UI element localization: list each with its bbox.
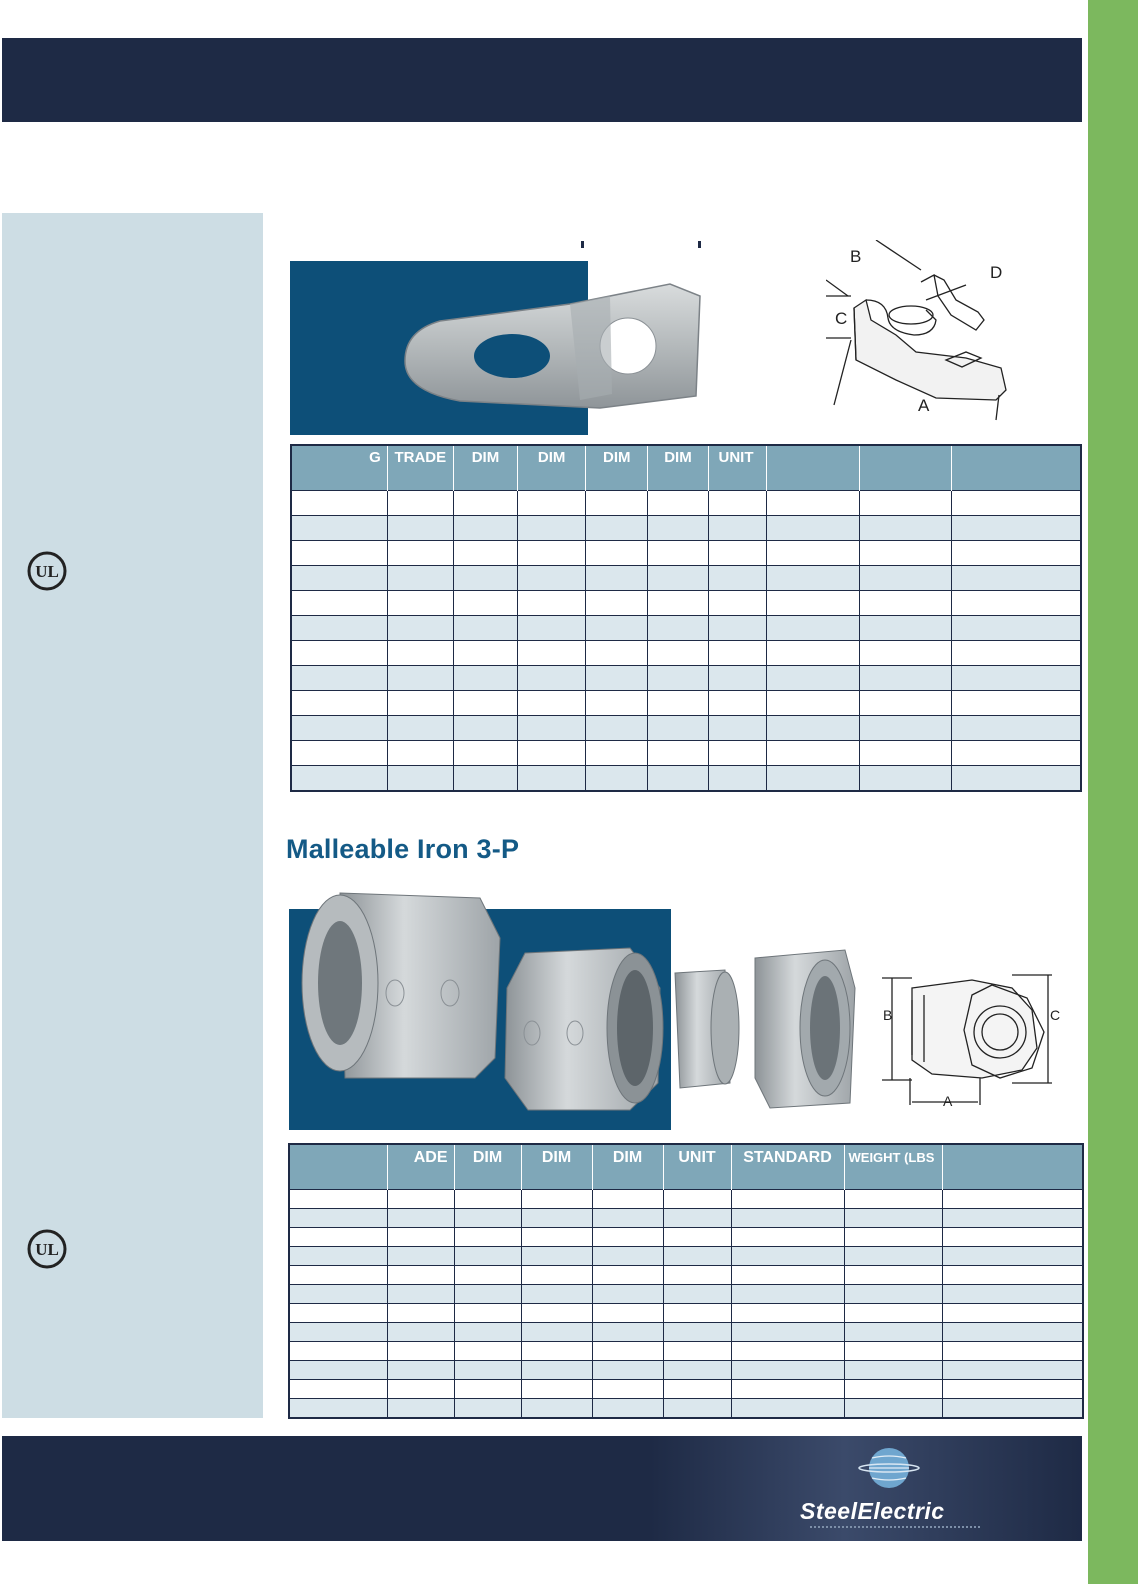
table-cell — [648, 666, 708, 691]
table-row — [291, 641, 1081, 666]
table-cell — [731, 1247, 844, 1266]
table-row — [289, 1361, 1083, 1380]
table-cell — [766, 691, 859, 716]
table-cell — [454, 1247, 521, 1266]
table-cell — [387, 591, 453, 616]
table-cell — [586, 641, 648, 666]
table-cell — [454, 1399, 521, 1419]
table-cell — [731, 1285, 844, 1304]
table-cell — [942, 1285, 1083, 1304]
table-cell — [521, 1228, 592, 1247]
table-cell — [454, 1380, 521, 1399]
table-row — [291, 691, 1081, 716]
column-header: DIM — [648, 445, 708, 491]
column-header — [859, 445, 951, 491]
table-cell — [731, 1323, 844, 1342]
table-cell — [766, 491, 859, 516]
table-cell — [766, 641, 859, 666]
table-cell — [766, 716, 859, 741]
three-piece-coupling-dimension-diagram — [872, 970, 1062, 1120]
table-cell — [387, 716, 453, 741]
table-cell — [942, 1209, 1083, 1228]
table-cell — [291, 566, 387, 591]
table-cell — [859, 766, 951, 792]
table-cell — [521, 1399, 592, 1419]
table-cell — [942, 1380, 1083, 1399]
table-row — [289, 1380, 1083, 1399]
table-cell — [387, 1304, 454, 1323]
table-cell — [518, 541, 586, 566]
table-cell — [731, 1266, 844, 1285]
table-cell — [663, 1190, 731, 1209]
title-fragment-mark — [698, 241, 701, 248]
table-cell — [942, 1304, 1083, 1323]
table-cell — [387, 1247, 454, 1266]
table-cell — [291, 616, 387, 641]
table-cell — [859, 516, 951, 541]
table-row — [291, 591, 1081, 616]
table-cell — [518, 591, 586, 616]
column-header: G — [291, 445, 387, 491]
table-cell — [453, 516, 517, 541]
table-cell — [663, 1380, 731, 1399]
table-cell — [942, 1361, 1083, 1380]
table-cell — [518, 666, 586, 691]
table-cell — [387, 1228, 454, 1247]
table-cell — [453, 566, 517, 591]
table-cell — [708, 491, 766, 516]
table-row — [291, 516, 1081, 541]
table-cell — [387, 1285, 454, 1304]
table-cell — [942, 1323, 1083, 1342]
table-cell — [952, 741, 1081, 766]
table-cell — [708, 566, 766, 591]
table-cell — [586, 566, 648, 591]
table-cell — [952, 691, 1081, 716]
three-piece-coupling-spec-table — [288, 1143, 1084, 1419]
table-cell — [648, 766, 708, 792]
title-fragment-mark — [581, 241, 584, 248]
table-cell — [708, 741, 766, 766]
table-cell — [387, 641, 453, 666]
table-cell — [518, 566, 586, 591]
table-cell — [454, 1304, 521, 1323]
table-cell — [766, 766, 859, 792]
table-cell — [952, 616, 1081, 641]
table-cell — [766, 616, 859, 641]
column-header — [289, 1144, 387, 1190]
table-cell — [521, 1266, 592, 1285]
clamp-back-spec-table — [290, 444, 1082, 792]
column-header: DIM — [453, 445, 517, 491]
table-cell — [454, 1285, 521, 1304]
table-cell — [708, 541, 766, 566]
table-cell — [592, 1361, 663, 1380]
svg-text:UL: UL — [35, 562, 59, 581]
table-cell — [387, 516, 453, 541]
brand-tagline-dots — [810, 1526, 980, 1530]
table-cell — [387, 1399, 454, 1419]
table-cell — [521, 1342, 592, 1361]
dimension-label-a: A — [918, 396, 930, 415]
table-cell — [663, 1228, 731, 1247]
table-cell — [844, 1323, 942, 1342]
table-cell — [942, 1342, 1083, 1361]
table-cell — [844, 1266, 942, 1285]
table-cell — [518, 516, 586, 541]
table-cell — [844, 1209, 942, 1228]
table-cell — [952, 641, 1081, 666]
table-cell — [648, 691, 708, 716]
table-cell — [844, 1285, 942, 1304]
table-cell — [859, 616, 951, 641]
table-row — [291, 666, 1081, 691]
table-cell — [586, 541, 648, 566]
table-cell — [454, 1323, 521, 1342]
table-cell — [289, 1228, 387, 1247]
table-cell — [518, 741, 586, 766]
table-cell — [942, 1190, 1083, 1209]
table-cell — [663, 1342, 731, 1361]
table-row — [291, 716, 1081, 741]
table-cell — [663, 1399, 731, 1419]
table-cell — [289, 1247, 387, 1266]
table-cell — [859, 591, 951, 616]
table-row — [289, 1209, 1083, 1228]
table-cell — [518, 491, 586, 516]
table-cell — [387, 691, 453, 716]
table-cell — [518, 716, 586, 741]
table-cell — [387, 766, 453, 792]
table-cell — [663, 1266, 731, 1285]
table-cell — [766, 566, 859, 591]
table-cell — [291, 516, 387, 541]
column-header: UNIT — [663, 1144, 731, 1190]
column-header: STANDARD — [731, 1144, 844, 1190]
table-cell — [844, 1228, 942, 1247]
table-cell — [952, 591, 1081, 616]
table-cell — [859, 666, 951, 691]
table-cell — [387, 1266, 454, 1285]
table-row — [289, 1285, 1083, 1304]
globe-logo-icon — [858, 1446, 920, 1490]
table-cell — [291, 766, 387, 792]
table-row — [289, 1342, 1083, 1361]
table-cell — [592, 1342, 663, 1361]
table-cell — [586, 516, 648, 541]
table-cell — [518, 691, 586, 716]
table-cell — [663, 1304, 731, 1323]
column-header: DIM — [592, 1144, 663, 1190]
table-cell — [289, 1266, 387, 1285]
table-cell — [453, 716, 517, 741]
table-cell — [708, 716, 766, 741]
table-cell — [592, 1323, 663, 1342]
table-cell — [387, 1209, 454, 1228]
dimension-label-d: D — [990, 263, 1003, 282]
dimension-label-b: B — [883, 1007, 893, 1023]
table-cell — [387, 1323, 454, 1342]
column-header: TRADE — [387, 445, 453, 491]
column-header: UNIT — [708, 445, 766, 491]
three-piece-coupling-product-photo — [300, 878, 893, 1128]
table-cell — [291, 591, 387, 616]
table-cell — [766, 591, 859, 616]
table-cell — [289, 1209, 387, 1228]
table-cell — [586, 591, 648, 616]
table-cell — [648, 541, 708, 566]
table-cell — [648, 741, 708, 766]
table-cell — [521, 1323, 592, 1342]
table-cell — [453, 541, 517, 566]
table-cell — [453, 766, 517, 792]
table-cell — [663, 1285, 731, 1304]
table-cell — [766, 516, 859, 541]
table-row — [291, 766, 1081, 792]
table-cell — [592, 1304, 663, 1323]
table-cell — [708, 666, 766, 691]
clamp-back-product-photo — [400, 276, 720, 426]
column-header — [952, 445, 1081, 491]
table-row — [291, 741, 1081, 766]
column-header: DIM — [454, 1144, 521, 1190]
table-row — [289, 1190, 1083, 1209]
table-cell — [942, 1247, 1083, 1266]
table-cell — [387, 1190, 454, 1209]
table-cell — [942, 1399, 1083, 1419]
table-cell — [387, 491, 453, 516]
brand-logo: SteelElectric — [800, 1498, 945, 1524]
table-cell — [859, 566, 951, 591]
table-cell — [859, 541, 951, 566]
table-cell — [731, 1190, 844, 1209]
table-cell — [648, 641, 708, 666]
table-cell — [766, 541, 859, 566]
table-cell — [708, 766, 766, 792]
table-cell — [731, 1399, 844, 1419]
table-cell — [521, 1361, 592, 1380]
column-header — [766, 445, 859, 491]
table-cell — [454, 1361, 521, 1380]
table-cell — [518, 641, 586, 666]
table-cell — [648, 491, 708, 516]
table-cell — [453, 666, 517, 691]
table-cell — [592, 1399, 663, 1419]
column-header: DIM — [521, 1144, 592, 1190]
table-cell — [454, 1209, 521, 1228]
table-cell — [454, 1342, 521, 1361]
table-cell — [521, 1304, 592, 1323]
table-cell — [586, 666, 648, 691]
table-cell — [453, 616, 517, 641]
table-cell — [291, 741, 387, 766]
table-cell — [648, 566, 708, 591]
table-cell — [859, 691, 951, 716]
table-cell — [663, 1323, 731, 1342]
table-cell — [952, 541, 1081, 566]
table-row — [289, 1266, 1083, 1285]
table-cell — [291, 641, 387, 666]
table-cell — [521, 1247, 592, 1266]
table-cell — [942, 1266, 1083, 1285]
table-cell — [518, 616, 586, 641]
table-cell — [453, 641, 517, 666]
ul-listed-icon — [26, 1228, 68, 1270]
table-cell — [289, 1285, 387, 1304]
table-cell — [844, 1399, 942, 1419]
table-cell — [859, 741, 951, 766]
table-cell — [731, 1304, 844, 1323]
table-cell — [289, 1304, 387, 1323]
dimension-label-b: B — [850, 247, 862, 266]
table-cell — [289, 1342, 387, 1361]
table-cell — [387, 1342, 454, 1361]
table-row — [289, 1304, 1083, 1323]
table-cell — [708, 516, 766, 541]
table-row — [289, 1323, 1083, 1342]
table-cell — [859, 641, 951, 666]
table-cell — [454, 1228, 521, 1247]
column-header: DIM — [518, 445, 586, 491]
table-cell — [289, 1380, 387, 1399]
table-cell — [291, 541, 387, 566]
dimension-label-c: C — [835, 309, 848, 328]
table-cell — [592, 1380, 663, 1399]
table-cell — [289, 1323, 387, 1342]
table-cell — [663, 1209, 731, 1228]
table-cell — [291, 666, 387, 691]
table-cell — [648, 716, 708, 741]
table-cell — [663, 1247, 731, 1266]
table-cell — [592, 1190, 663, 1209]
table-cell — [731, 1361, 844, 1380]
table-cell — [387, 566, 453, 591]
table-cell — [291, 716, 387, 741]
table-cell — [731, 1228, 844, 1247]
table-cell — [859, 716, 951, 741]
table-cell — [291, 491, 387, 516]
table-cell — [454, 1190, 521, 1209]
table-cell — [708, 691, 766, 716]
table-cell — [844, 1342, 942, 1361]
table-cell — [453, 691, 517, 716]
table-cell — [592, 1228, 663, 1247]
table-cell — [844, 1190, 942, 1209]
table-cell — [521, 1190, 592, 1209]
table-cell — [521, 1380, 592, 1399]
svg-text:UL: UL — [35, 1240, 59, 1259]
table-cell — [387, 741, 453, 766]
table-cell — [592, 1209, 663, 1228]
dimension-label-c: C — [1050, 1007, 1061, 1023]
table-row — [291, 566, 1081, 591]
table-cell — [453, 491, 517, 516]
table-cell — [289, 1361, 387, 1380]
table-cell — [592, 1247, 663, 1266]
table-cell — [387, 541, 453, 566]
table-cell — [289, 1399, 387, 1419]
table-cell — [586, 741, 648, 766]
table-cell — [648, 616, 708, 641]
table-cell — [731, 1380, 844, 1399]
table-cell — [453, 591, 517, 616]
section-title: Malleable Iron 3-P — [286, 834, 520, 864]
table-cell — [952, 766, 1081, 792]
table-cell — [291, 691, 387, 716]
table-cell — [586, 616, 648, 641]
table-body — [289, 1190, 1083, 1419]
table-cell — [708, 591, 766, 616]
dimension-label-a: A — [943, 1093, 953, 1109]
ul-listed-icon — [26, 550, 68, 592]
table-cell — [844, 1380, 942, 1399]
table-cell — [387, 616, 453, 641]
table-cell — [586, 766, 648, 792]
table-cell — [859, 491, 951, 516]
table-cell — [518, 766, 586, 792]
table-cell — [942, 1228, 1083, 1247]
table-cell — [663, 1361, 731, 1380]
table-cell — [731, 1209, 844, 1228]
column-header: ADE — [387, 1144, 454, 1190]
table-cell — [387, 666, 453, 691]
table-cell — [586, 491, 648, 516]
table-cell — [586, 691, 648, 716]
table-cell — [586, 716, 648, 741]
table-row — [289, 1228, 1083, 1247]
table-cell — [387, 1380, 454, 1399]
table-row — [289, 1247, 1083, 1266]
table-cell — [952, 516, 1081, 541]
column-header: DIM — [586, 445, 648, 491]
table-cell — [453, 741, 517, 766]
table-cell — [648, 516, 708, 541]
table-cell — [708, 641, 766, 666]
table-row — [291, 491, 1081, 516]
table-cell — [844, 1247, 942, 1266]
table-cell — [592, 1285, 663, 1304]
table-cell — [289, 1190, 387, 1209]
table-cell — [952, 491, 1081, 516]
column-header: WEIGHT (LBS — [844, 1144, 942, 1190]
table-cell — [952, 566, 1081, 591]
table-cell — [952, 716, 1081, 741]
right-accent-band — [1088, 0, 1138, 1584]
table-cell — [387, 1361, 454, 1380]
table-body — [291, 491, 1081, 792]
table-cell — [708, 616, 766, 641]
table-cell — [766, 666, 859, 691]
table-row — [291, 541, 1081, 566]
column-header — [942, 1144, 1083, 1190]
table-cell — [952, 666, 1081, 691]
table-cell — [521, 1209, 592, 1228]
table-cell — [766, 741, 859, 766]
table-cell — [844, 1361, 942, 1380]
table-cell — [648, 591, 708, 616]
table-cell — [592, 1266, 663, 1285]
table-cell — [521, 1285, 592, 1304]
table-cell — [731, 1342, 844, 1361]
table-row — [291, 616, 1081, 641]
table-cell — [454, 1266, 521, 1285]
table-row — [289, 1399, 1083, 1419]
table-cell — [844, 1304, 942, 1323]
header-bar — [2, 38, 1082, 122]
